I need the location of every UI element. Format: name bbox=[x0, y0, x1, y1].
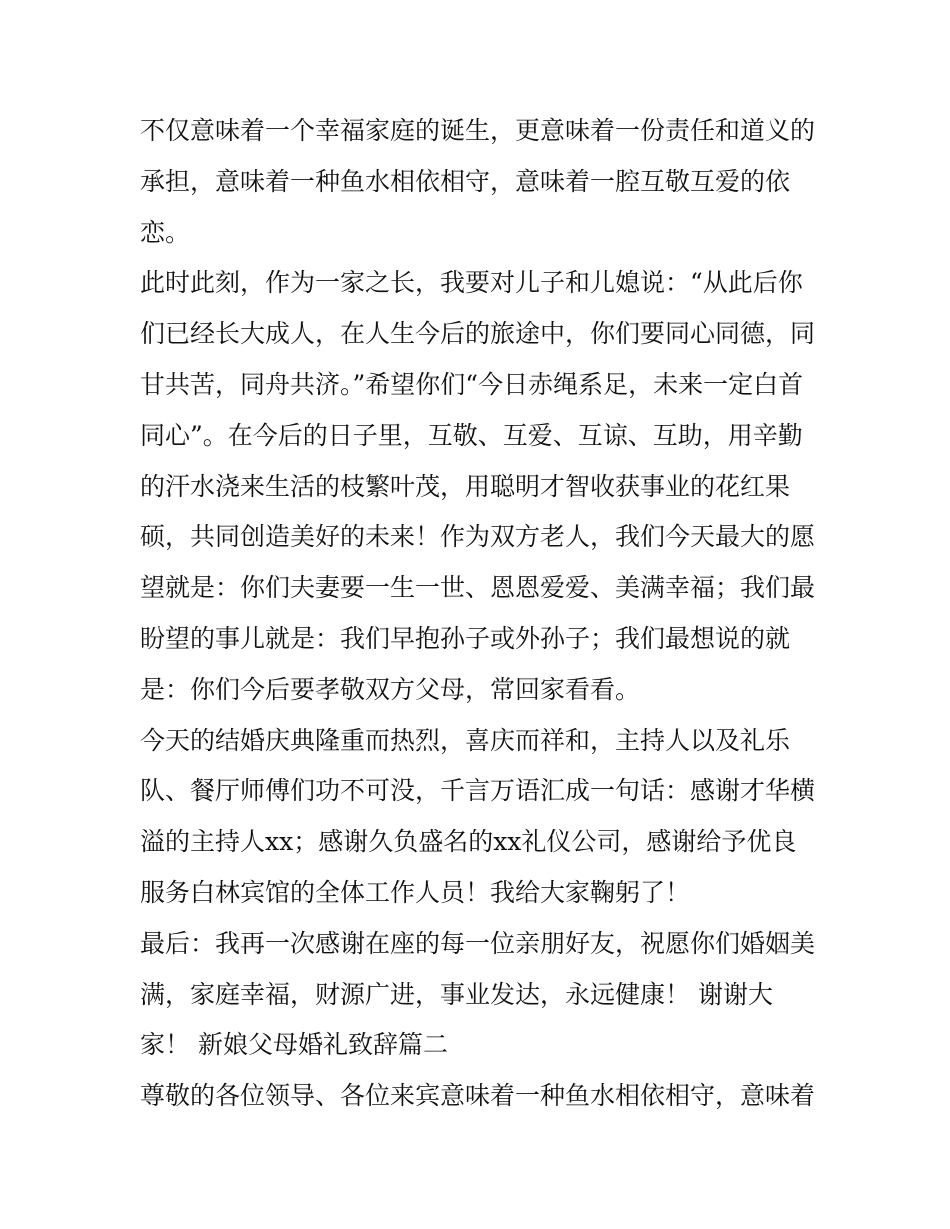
text-line: 盼望的事儿就是：我们早抱孙子或外孙子；我们最想说的就 bbox=[140, 623, 791, 653]
text-line: 家！ 新娘父母婚礼致辞篇二 bbox=[140, 1030, 448, 1060]
text-line: 尊敬的各位领导、各位来宾意味着一种鱼水相依相守，意味着 bbox=[140, 1081, 816, 1111]
text-line: 队、餐厅师傅们功不可没，千言万语汇成一句话：感谢才华横 bbox=[140, 776, 816, 806]
text-line: 的汗水浇来生活的枝繁叶茂，用聪明才智收获事业的花红果 bbox=[140, 471, 791, 501]
text-line: 是：你们今后要孝敬双方父母，常回家看看。 bbox=[140, 674, 641, 704]
text-line: 望就是：你们夫妻要一生一世、恩恩爱爱、美满幸福；我们最 bbox=[140, 573, 816, 603]
text-line: 恋。 bbox=[140, 217, 191, 247]
text-line: 们已经长大成人，在人生今后的旅途中，你们要同心同德，同 bbox=[140, 319, 816, 349]
text-line: 服务白林宾馆的全体工作人员！我给大家鞠躬了！ bbox=[140, 877, 691, 907]
text-line: 今天的结婚庆典隆重而热烈，喜庆而祥和，主持人以及礼乐 bbox=[140, 725, 791, 755]
body-text bbox=[140, 106, 816, 1122]
text-line: 硕，共同创造美好的未来！作为双方老人，我们今天最大的愿 bbox=[140, 522, 816, 552]
text-line: 最后：我再一次感谢在座的每一位亲朋好友，祝愿你们婚姻美 bbox=[140, 928, 816, 958]
text-line: 同心”。在今后的日子里，互敬、互爱、互谅、互助，用辛勤 bbox=[140, 420, 803, 450]
text-line: 甘共苦，同舟共济。”希望你们“今日赤绳系足，未来一定白首 bbox=[140, 369, 804, 399]
text-line: 不仅意味着一个幸福家庭的诞生，更意味着一份责任和道义的 bbox=[140, 116, 816, 145]
text-line: 溢的主持人xx；感谢久负盛名的xx礼仪公司，感谢给予优良 bbox=[140, 827, 797, 857]
text-line: 满，家庭幸福，财源广进，事业发达，永远健康！ 谢谢大 bbox=[140, 979, 773, 1009]
text-line: 此时此刻，作为一家之长，我要对儿子和儿媳说：“从此后你 bbox=[140, 268, 803, 298]
text-line: 承担，意味着一种鱼水相依相守，意味着一腔互敬互爱的依 bbox=[140, 166, 791, 196]
